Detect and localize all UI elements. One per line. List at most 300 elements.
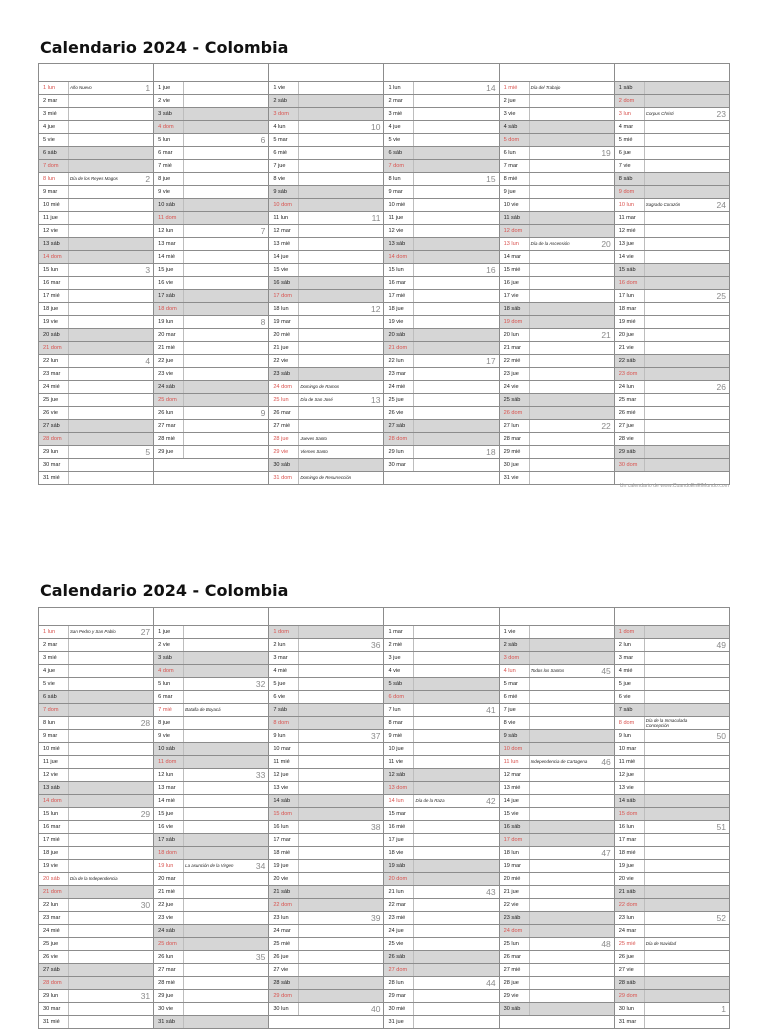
cell-divider — [529, 1003, 530, 1015]
cell-divider — [183, 95, 184, 107]
cell-divider — [183, 394, 184, 406]
week-number: 41 — [486, 705, 496, 715]
cell-divider — [413, 964, 414, 976]
cell-divider — [183, 225, 184, 237]
cell-divider — [529, 925, 530, 937]
cell-divider — [529, 652, 530, 664]
week-number: 43 — [486, 887, 496, 897]
cell-divider — [68, 626, 69, 638]
day-cell — [499, 795, 614, 808]
cell-divider — [298, 678, 299, 690]
day-label: 19 mié — [618, 319, 636, 325]
cell-divider — [183, 899, 184, 911]
day-row — [39, 886, 730, 899]
holiday-name: Día de la Inmaculada Concepción — [645, 718, 688, 728]
day-cell — [499, 381, 614, 394]
page-title: Calendario 2024 - Colombia — [40, 38, 289, 57]
day-label: 9 mar — [43, 733, 58, 739]
day-cell — [384, 639, 499, 652]
day-label: 14 jue — [503, 798, 519, 804]
cell-divider — [529, 186, 530, 198]
cell-divider — [68, 186, 69, 198]
day-label: 16 mar — [43, 824, 61, 830]
day-cell — [154, 951, 269, 964]
day-cell — [384, 147, 499, 160]
day-cell — [499, 238, 614, 251]
day-cell — [384, 977, 499, 990]
day-label: 24 mié — [388, 384, 406, 390]
day-cell — [614, 303, 729, 316]
day-cell — [384, 355, 499, 368]
day-label: 15 lun — [43, 267, 59, 273]
day-cell — [269, 730, 384, 743]
day-label: 21 sáb — [618, 889, 636, 895]
holiday-name: Día del Trabajo — [530, 85, 561, 90]
day-label: 5 vie — [43, 137, 55, 143]
day-label: 8 dom — [618, 720, 635, 726]
day-label: 3 mié — [43, 655, 57, 661]
day-label: 24 dom — [503, 928, 523, 934]
cell-divider — [644, 355, 645, 367]
day-label: 7 sáb — [273, 707, 287, 713]
day-row — [39, 782, 730, 795]
cell-divider — [183, 964, 184, 976]
day-label: 2 vie — [158, 98, 170, 104]
day-cell — [154, 238, 269, 251]
day-label: 8 dom — [273, 720, 289, 726]
day-label: 2 mar — [43, 642, 58, 648]
cell-divider — [183, 717, 184, 729]
cell-divider — [529, 977, 530, 989]
day-cell — [39, 199, 154, 212]
day-label: 3 jue — [388, 655, 401, 661]
day-cell — [499, 925, 614, 938]
day-label: 5 vie — [43, 681, 55, 687]
day-cell — [269, 912, 384, 925]
cell-divider — [644, 108, 645, 120]
cell-divider — [68, 769, 69, 781]
day-label: 28 dom — [388, 436, 408, 442]
cell-divider — [413, 678, 414, 690]
day-cell — [39, 459, 154, 472]
cell-divider — [413, 160, 414, 172]
day-label: 21 dom — [43, 345, 62, 351]
day-cell — [384, 925, 499, 938]
day-label: 28 jue — [273, 436, 289, 442]
cell-divider — [298, 1003, 299, 1015]
cell-divider — [413, 847, 414, 859]
cell-divider — [183, 951, 184, 963]
cell-divider — [644, 121, 645, 133]
credit-text: Un calendario de www.CuandoEnElMundo.com — [619, 483, 729, 489]
day-cell — [269, 834, 384, 847]
day-label: 4 sáb — [503, 124, 518, 130]
cell-divider — [413, 303, 414, 315]
day-cell — [499, 652, 614, 665]
day-label: 11 lun — [503, 759, 519, 765]
day-label: 31 dom — [273, 475, 292, 481]
day-label: 30 mar — [388, 462, 406, 468]
cell-divider — [298, 199, 299, 211]
day-cell — [614, 977, 729, 990]
cell-divider — [413, 652, 414, 664]
day-label: 13 sáb — [43, 785, 60, 791]
day-label: 16 vie — [158, 280, 174, 286]
day-label: 12 jue — [273, 772, 289, 778]
week-number: 35 — [255, 952, 266, 962]
week-number: 51 — [716, 822, 726, 832]
day-label: 4 mié — [618, 668, 633, 674]
day-cell — [269, 381, 384, 394]
day-cell — [269, 886, 384, 899]
day-label: 8 vie — [503, 720, 516, 726]
day-label: 18 lun — [503, 850, 519, 856]
day-label: 14 dom — [43, 254, 62, 260]
day-cell — [269, 652, 384, 665]
day-label: 23 sáb — [273, 371, 291, 377]
cell-divider — [183, 251, 184, 263]
day-cell — [269, 951, 384, 964]
day-label: 4 mar — [618, 124, 634, 130]
day-cell — [614, 160, 729, 173]
day-label: 29 lun — [43, 993, 59, 999]
day-cell — [154, 173, 269, 186]
day-cell — [499, 691, 614, 704]
cell-divider — [68, 691, 69, 703]
day-cell — [154, 834, 269, 847]
day-label: 4 lun — [503, 668, 516, 674]
day-label: 19 sáb — [388, 863, 406, 869]
day-label: 18 vie — [388, 850, 404, 856]
day-label: 28 lun — [388, 980, 404, 986]
day-label: 17 mié — [43, 837, 60, 843]
day-cell — [614, 769, 729, 782]
cell-divider — [413, 860, 414, 872]
day-label: 21 jue — [273, 345, 289, 351]
day-label: 26 jue — [273, 954, 289, 960]
day-label: 9 sáb — [503, 733, 518, 739]
day-cell — [269, 368, 384, 381]
day-cell — [269, 639, 384, 652]
day-cell — [39, 704, 154, 717]
day-cell — [384, 795, 499, 808]
day-cell — [384, 665, 499, 678]
cell-divider — [413, 108, 414, 120]
cell-divider — [644, 808, 645, 820]
day-cell — [384, 769, 499, 782]
day-label: 7 dom — [388, 163, 405, 169]
cell-divider — [413, 277, 414, 289]
day-label: 7 mié — [158, 163, 172, 169]
cell-divider — [529, 212, 530, 224]
cell-divider — [413, 704, 414, 716]
day-cell — [499, 251, 614, 264]
day-cell — [614, 238, 729, 251]
cell-divider — [298, 329, 299, 341]
day-cell — [614, 277, 729, 290]
day-cell — [614, 355, 729, 368]
cell-divider — [68, 1016, 69, 1028]
cell-divider — [529, 782, 530, 794]
day-label: 3 lun — [618, 111, 631, 117]
day-row — [39, 912, 730, 925]
day-cell — [614, 808, 729, 821]
cell-divider — [413, 691, 414, 703]
day-cell — [499, 665, 614, 678]
cell-divider — [68, 730, 69, 742]
day-cell — [614, 873, 729, 886]
day-row — [39, 251, 730, 264]
cell-divider — [298, 977, 299, 989]
week-number: 13 — [371, 395, 381, 405]
cell-divider — [413, 199, 414, 211]
day-cell — [39, 446, 154, 459]
cell-divider — [68, 446, 69, 458]
cell-divider — [68, 847, 69, 859]
day-cell — [384, 381, 499, 394]
cell-divider — [68, 82, 69, 94]
day-label: 7 dom — [43, 707, 59, 713]
day-cell — [269, 743, 384, 756]
day-label: 7 vie — [618, 163, 631, 169]
cell-divider — [644, 756, 645, 768]
day-cell — [384, 951, 499, 964]
day-label: 18 jue — [43, 850, 59, 856]
day-cell — [269, 147, 384, 160]
week-number: 37 — [371, 731, 381, 741]
day-cell — [499, 951, 614, 964]
cell-divider — [298, 173, 299, 185]
cell-divider — [413, 626, 414, 638]
day-label: 6 mié — [503, 694, 518, 700]
day-cell — [154, 704, 269, 717]
day-cell — [499, 264, 614, 277]
day-cell — [269, 977, 384, 990]
day-cell — [614, 1016, 729, 1029]
day-label: 15 lun — [388, 267, 404, 273]
cell-divider — [529, 433, 530, 445]
day-label: 26 mié — [618, 410, 636, 416]
day-row — [39, 795, 730, 808]
day-cell — [614, 95, 729, 108]
cell-divider — [413, 756, 414, 768]
day-cell — [384, 186, 499, 199]
day-label: 14 dom — [43, 798, 62, 804]
day-cell — [499, 225, 614, 238]
day-cell — [154, 355, 269, 368]
cell-divider — [183, 381, 184, 393]
day-cell — [614, 704, 729, 717]
holiday-name: La asunción de la Virgen — [185, 863, 234, 868]
month-header-cell — [614, 64, 729, 82]
day-label: 26 lun — [158, 954, 174, 960]
day-cell — [39, 691, 154, 704]
day-cell — [384, 1003, 499, 1016]
cell-divider — [298, 147, 299, 159]
cell-divider — [298, 238, 299, 250]
day-cell — [614, 990, 729, 1003]
day-label: 27 sáb — [43, 967, 60, 973]
day-label: 9 jue — [503, 189, 516, 195]
day-label: 28 dom — [43, 980, 62, 986]
cell-divider — [68, 433, 69, 445]
day-cell — [39, 990, 154, 1003]
day-label: 2 sáb — [503, 642, 518, 648]
cell-divider — [298, 717, 299, 729]
day-label: 6 sáb — [43, 694, 57, 700]
week-number: 28 — [140, 718, 151, 728]
cell-divider — [68, 1003, 69, 1015]
day-label: 18 lun — [273, 306, 289, 312]
day-cell — [269, 964, 384, 977]
day-cell — [269, 459, 384, 472]
day-row — [39, 160, 730, 173]
cell-divider — [413, 420, 414, 432]
day-cell — [269, 173, 384, 186]
day-label: 2 mié — [388, 642, 403, 648]
day-cell — [269, 795, 384, 808]
day-label: 2 dom — [618, 98, 635, 104]
cell-divider — [183, 82, 184, 94]
day-cell — [154, 873, 269, 886]
cell-divider — [529, 834, 530, 846]
cell-divider — [68, 134, 69, 146]
day-cell — [614, 199, 729, 212]
day-label: 22 mié — [503, 358, 521, 364]
day-row — [39, 639, 730, 652]
day-cell — [154, 134, 269, 147]
day-cell — [499, 756, 614, 769]
cell-divider — [529, 173, 530, 185]
day-row — [39, 977, 730, 990]
cell-divider — [644, 238, 645, 250]
week-number: 4 — [145, 356, 151, 366]
day-label: 6 mar — [158, 694, 173, 700]
week-number: 1 — [145, 83, 151, 93]
day-cell — [154, 730, 269, 743]
day-label: 13 sáb — [388, 241, 406, 247]
day-cell — [154, 899, 269, 912]
holiday-name: Independencia de Cartagena — [530, 759, 588, 764]
cell-divider — [413, 459, 414, 471]
day-cell — [384, 652, 499, 665]
day-label: 19 dom — [503, 319, 523, 325]
day-cell — [154, 225, 269, 238]
day-label: 16 sáb — [503, 824, 521, 830]
day-cell — [154, 459, 269, 472]
cell-divider — [68, 704, 69, 716]
day-cell — [39, 769, 154, 782]
day-label: 13 vie — [618, 785, 634, 791]
cell-divider — [183, 342, 184, 354]
day-label: 20 sáb — [43, 332, 60, 338]
day-label: 30 mié — [388, 1006, 406, 1012]
cell-divider — [413, 899, 414, 911]
day-cell — [154, 795, 269, 808]
day-label: 15 mié — [503, 267, 521, 273]
day-label: 23 mar — [388, 371, 406, 377]
day-cell — [154, 717, 269, 730]
day-cell — [269, 756, 384, 769]
cell-divider — [298, 691, 299, 703]
day-label: 15 jue — [158, 811, 174, 817]
day-label: 10 sáb — [158, 746, 175, 752]
day-label: 25 jue — [43, 397, 59, 403]
week-number: 3 — [145, 265, 151, 275]
week-number: 26 — [716, 382, 726, 392]
cell-divider — [413, 639, 414, 651]
day-label: 10 sáb — [158, 202, 175, 208]
day-label: 31 vie — [503, 475, 519, 481]
cell-divider — [413, 873, 414, 885]
day-label: 27 sáb — [43, 423, 60, 429]
day-cell — [39, 316, 154, 329]
day-label: 18 mié — [618, 850, 636, 856]
day-label: 4 vie — [388, 668, 401, 674]
cell-divider — [529, 355, 530, 367]
cell-divider — [183, 912, 184, 924]
day-label: 5 lun — [158, 681, 171, 687]
cell-divider — [298, 860, 299, 872]
day-row — [39, 691, 730, 704]
day-label: 20 sáb — [43, 876, 60, 882]
day-cell — [269, 821, 384, 834]
week-number: 32 — [255, 679, 266, 689]
day-cell — [154, 108, 269, 121]
day-cell — [39, 381, 154, 394]
day-label: 17 sáb — [158, 837, 175, 843]
day-cell — [39, 134, 154, 147]
day-row — [39, 264, 730, 277]
cell-divider — [644, 1003, 645, 1015]
day-label: 12 dom — [503, 228, 523, 234]
cell-divider — [413, 743, 414, 755]
day-label: 24 dom — [273, 384, 292, 390]
cell-divider — [298, 821, 299, 833]
day-row — [39, 951, 730, 964]
cell-divider — [298, 316, 299, 328]
cell-divider — [68, 951, 69, 963]
cell-divider — [298, 290, 299, 302]
day-label: 10 mar — [618, 746, 637, 752]
cell-divider — [183, 639, 184, 651]
day-cell — [39, 782, 154, 795]
day-label: 19 jue — [618, 863, 635, 869]
cell-divider — [183, 303, 184, 315]
day-label: 25 dom — [158, 941, 177, 947]
holiday-name: Todos los Santos — [530, 668, 565, 673]
day-label: 5 lun — [158, 137, 171, 143]
day-label: 27 jue — [618, 423, 635, 429]
day-label: 27 vie — [618, 967, 634, 973]
day-label: 13 mié — [273, 241, 291, 247]
cell-divider — [68, 173, 69, 185]
day-label: 3 dom — [273, 111, 289, 117]
day-cell — [384, 808, 499, 821]
day-row — [39, 381, 730, 394]
cell-divider — [413, 329, 414, 341]
day-cell — [499, 199, 614, 212]
holiday-name: Viernes Santo — [300, 449, 328, 454]
day-cell — [39, 147, 154, 160]
day-label: 30 sáb — [273, 462, 291, 468]
cell-divider — [644, 639, 645, 651]
cell-divider — [298, 186, 299, 198]
day-cell — [499, 212, 614, 225]
day-cell — [499, 121, 614, 134]
day-cell — [39, 303, 154, 316]
day-label: 1 lun — [388, 85, 401, 91]
